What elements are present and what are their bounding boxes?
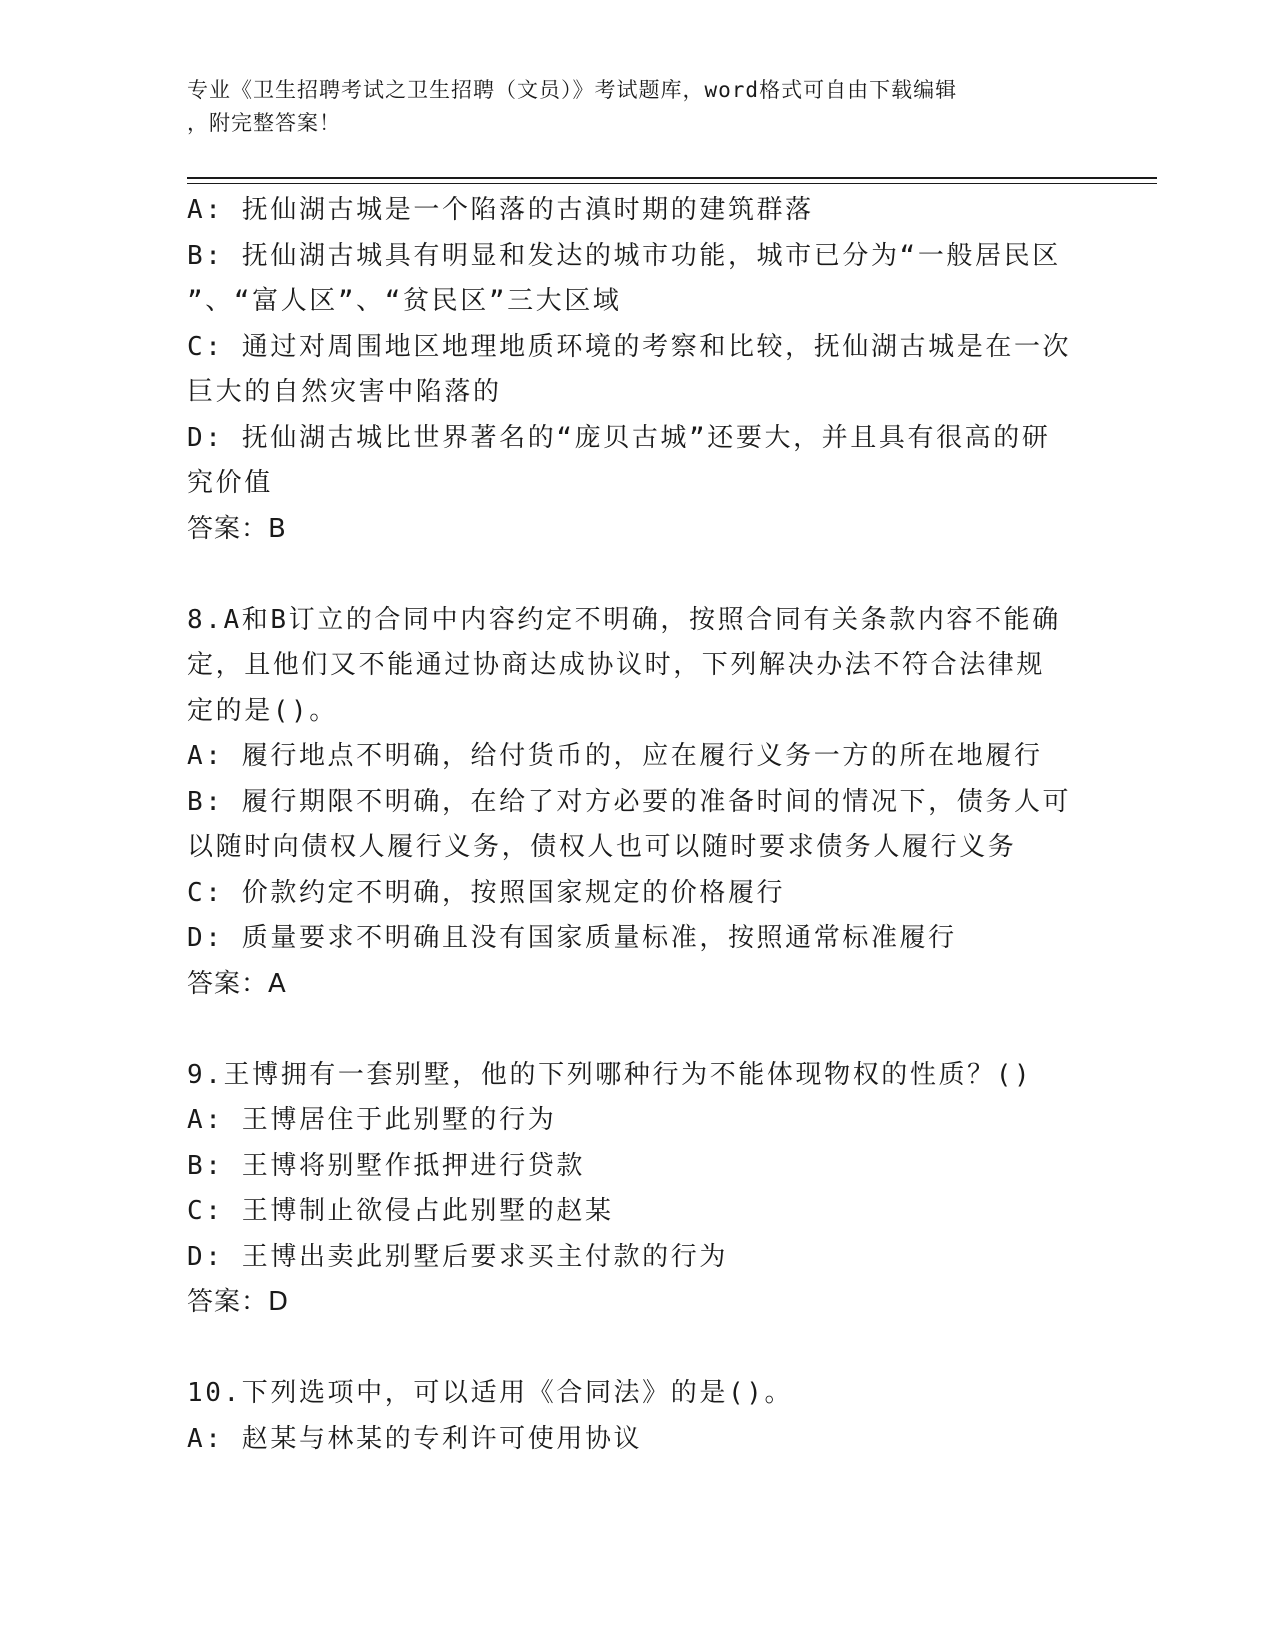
option-line: ”、“富人区”、“贫民区”三大区域 bbox=[187, 286, 622, 316]
document-header bbox=[187, 74, 1087, 140]
question-stem-line: 8.A和B订立的合同中内容约定不明确，按照合同有关条款内容不能确 bbox=[187, 604, 1061, 635]
option-line: A: 王博居住于此别墅的行为 bbox=[187, 1105, 557, 1135]
option-line: D: 质量要求不明确且没有国家质量标准，按照通常标准履行 bbox=[187, 923, 957, 953]
option-line: A: 履行地点不明确，给付货币的，应在履行义务一方的所在地履行 bbox=[187, 741, 1043, 771]
answer-line: 答案：B bbox=[187, 513, 287, 544]
answer-line: 答案：D bbox=[187, 1287, 290, 1317]
option-line: B: 履行期限不明确，在给了对方必要的准备时间的情况下，债务人可 bbox=[187, 786, 1072, 817]
header-line-1: 专业《卫生招聘考试之卫生招聘（文员）》考试题库，word格式可自由下载编辑 bbox=[187, 78, 958, 102]
option-line: C: 价款约定不明确，按照国家规定的价格履行 bbox=[187, 877, 786, 908]
question-spacer bbox=[187, 552, 1107, 598]
question-10 bbox=[187, 1371, 1107, 1462]
option-line: A: 赵某与林某的专利许可使用协议 bbox=[187, 1423, 643, 1454]
question-stem-line: 定，且他们又不能通过协商达成协议时，下列解决办法不符合法律规 bbox=[187, 650, 1046, 680]
option-line: C: 王博制止欲侵占此别墅的赵某 bbox=[187, 1196, 614, 1226]
option-line: 究价值 bbox=[187, 468, 273, 498]
option-line: 以随时向债权人履行义务，债权人也可以随时要求债务人履行义务 bbox=[187, 832, 1017, 862]
option-line: D: 抚仙湖古城比世界著名的“庞贝古城”还要大，并且具有很高的研 bbox=[187, 422, 1051, 453]
question-stem-line: 9.王博拥有一套别墅，他的下列哪种行为不能体现物权的性质？() bbox=[187, 1059, 1033, 1090]
question-stem-line: 定的是()。 bbox=[187, 695, 338, 726]
question-spacer bbox=[187, 1007, 1107, 1053]
answer-line: 答案：A bbox=[187, 968, 287, 999]
question-stem-line: 10.下列选项中，可以适用《合同法》的是()。 bbox=[187, 1378, 794, 1408]
question-9 bbox=[187, 1053, 1107, 1326]
option-line: 巨大的自然灾害中陷落的 bbox=[187, 377, 502, 407]
header-divider-thin bbox=[187, 183, 1157, 184]
question-list bbox=[187, 188, 1107, 1462]
question-7 bbox=[187, 188, 1107, 552]
question-8 bbox=[187, 598, 1107, 1008]
header-line-2: ，附完整答案！ bbox=[187, 111, 341, 135]
option-line: C: 通过对周围地区地理地质环境的考察和比较，抚仙湖古城是在一次 bbox=[187, 331, 1072, 362]
header-divider-thick bbox=[187, 177, 1157, 179]
option-line: D: 王博出卖此别墅后要求买主付款的行为 bbox=[187, 1241, 728, 1272]
option-line: B: 抚仙湖古城具有明显和发达的城市功能，城市已分为“一般居民区 bbox=[187, 240, 1061, 271]
option-line: B: 王博将别墅作抵押进行贷款 bbox=[187, 1150, 585, 1181]
question-spacer bbox=[187, 1326, 1107, 1372]
option-line: A: 抚仙湖古城是一个陷落的古滇时期的建筑群落 bbox=[187, 195, 814, 225]
